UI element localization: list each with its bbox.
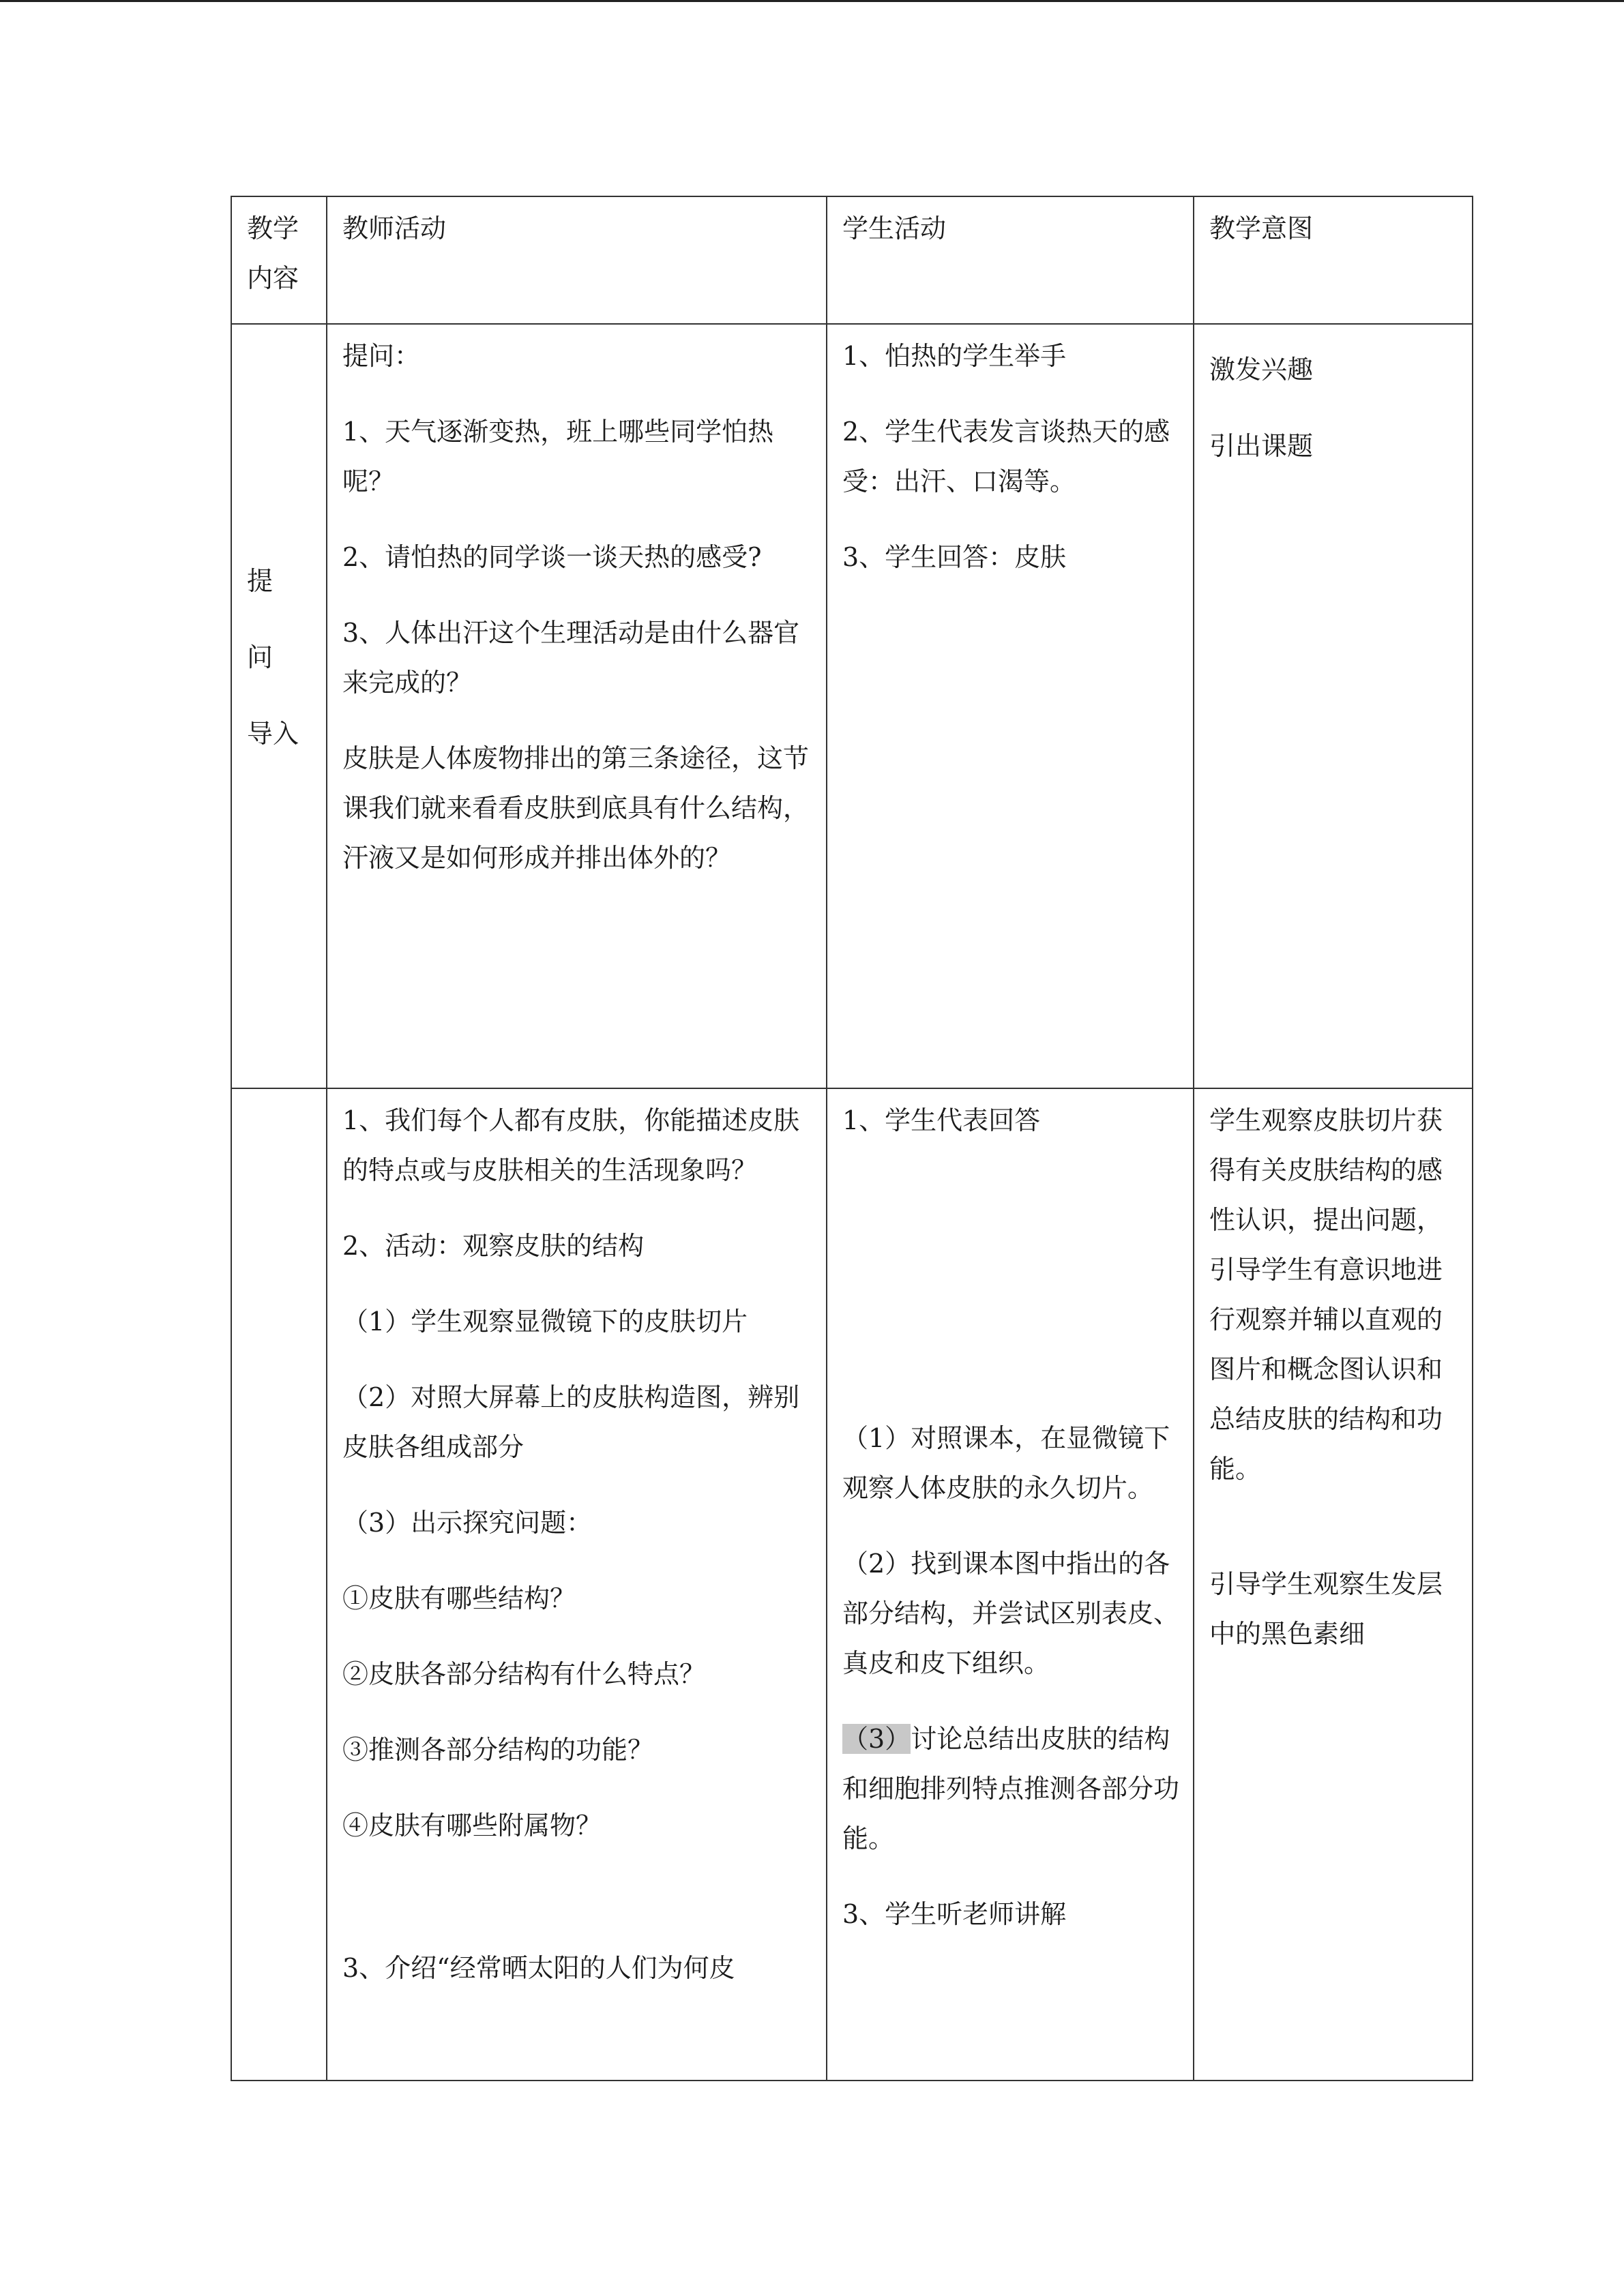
skin-student-line-4-text: 讨论总结出皮肤的结构和细胞排列特点推测各部分功能。: [842, 1724, 1180, 1853]
table-header-row: [231, 196, 1473, 324]
header-teacher: 教师活动: [327, 196, 827, 324]
skin-student-spacer: [842, 1172, 1179, 1414]
intro-intent-line-2: 引出课题: [1209, 431, 1314, 461]
skin-structure-row: [231, 1088, 1473, 2081]
skin-teacher-line-8: ③推测各部分结构的功能？: [342, 1735, 654, 1765]
intro-student-line-1: 1、怕热的学生举手: [842, 341, 1067, 371]
intro-student-line-2: 2、学生代表发言谈热天的感受：出汗、口渴等。: [842, 417, 1170, 496]
intro-intent-cell: [1194, 324, 1473, 1088]
intro-content-char-3: 导入: [247, 719, 299, 749]
intro-student-line-3: 3、学生回答：皮肤: [842, 542, 1067, 572]
skin-student-line-3: （2）找到课本图中指出的各部分结构，并尝试区别表皮、真皮和皮下组织。: [842, 1549, 1180, 1678]
skin-teacher-line-7: ②皮肤各部分结构有什么特点？: [342, 1659, 706, 1689]
header-student: 学生活动: [827, 196, 1194, 324]
intro-teacher-line-3: 2、请怕热的同学谈一谈天热的感受?: [342, 542, 762, 572]
intro-intent-line-1: 激发兴趣: [1209, 355, 1314, 385]
highlighted-step-marker: （3）: [842, 1724, 911, 1754]
skin-student-cell: [827, 1088, 1194, 2081]
header-content-line-1: 教学: [247, 213, 299, 243]
skin-student-line-4: [842, 1714, 1179, 1864]
skin-student-line-1: 1、学生代表回答: [842, 1105, 1041, 1135]
header-intent: 教学意图: [1194, 196, 1473, 324]
skin-intent-line-1: 学生观察皮肤切片获得有关皮肤结构的感性认识，提出问题，引导学生有意识地进行观察并辅以直观的图片和概念图认识和总结皮肤的结构和功能。: [1209, 1105, 1443, 1484]
skin-teacher-line-5: （3）出示探究问题：: [342, 1508, 593, 1538]
skin-content-cell: [231, 1088, 327, 2081]
intro-teacher-cell: [327, 324, 827, 1088]
skin-student-line-5: 3、学生听老师讲解: [842, 1899, 1067, 1929]
skin-teacher-line-10: 3、介绍“经常晒太阳的人们为何皮: [342, 1953, 735, 1983]
intro-teacher-line-5: 皮肤是人体废物排出的第三条途径，这节课我们就来看看皮肤到底具有什么结构，汗液又是如何形成并排出体外的？: [342, 743, 810, 873]
skin-teacher-line-9: ④皮肤有哪些附属物？: [342, 1810, 602, 1840]
skin-teacher-line-6: ①皮肤有哪些结构？: [342, 1583, 576, 1613]
intro-teacher-line-4: 3、人体出汗这个生理活动是由什么器官来完成的？: [342, 618, 800, 698]
intro-student-cell: [827, 324, 1194, 1088]
skin-teacher-line-1: 1、我们每个人都有皮肤，你能描述皮肤的特点或与皮肤相关的生活现象吗？: [342, 1105, 800, 1185]
intro-teacher-line-2: 1、天气逐渐变热，班上哪些同学怕热呢？: [342, 417, 774, 496]
intro-teacher-line-1: 提问：: [342, 341, 421, 371]
intro-content-char-1: 提: [247, 566, 274, 596]
skin-teacher-line-2: 2、活动：观察皮肤的结构: [342, 1231, 645, 1261]
header-content: [231, 196, 327, 324]
page-top-rule: [0, 0, 1624, 2]
skin-intent-cell: [1194, 1088, 1473, 2081]
intro-content-cell: [231, 324, 327, 1088]
lesson-plan-table: [231, 196, 1473, 2081]
intro-row: [231, 324, 1473, 1088]
skin-teacher-line-4: （2）对照大屏幕上的皮肤构造图，辨别皮肤各组成部分: [342, 1382, 800, 1462]
intro-content-char-2: 问: [247, 642, 274, 672]
header-content-line-2: 内容: [247, 263, 299, 293]
skin-teacher-spacer: [342, 1877, 812, 1943]
skin-student-line-2: （1）对照课本，在显微镜下观察人体皮肤的永久切片。: [842, 1423, 1170, 1503]
skin-teacher-cell: [327, 1088, 827, 2081]
skin-intent-spacer: [1209, 1520, 1458, 1560]
skin-intent-line-2: 引导学生观察生发层中的黑色素细: [1209, 1569, 1443, 1649]
skin-teacher-line-3: （1）学生观察显微镜下的皮肤切片: [342, 1307, 748, 1337]
